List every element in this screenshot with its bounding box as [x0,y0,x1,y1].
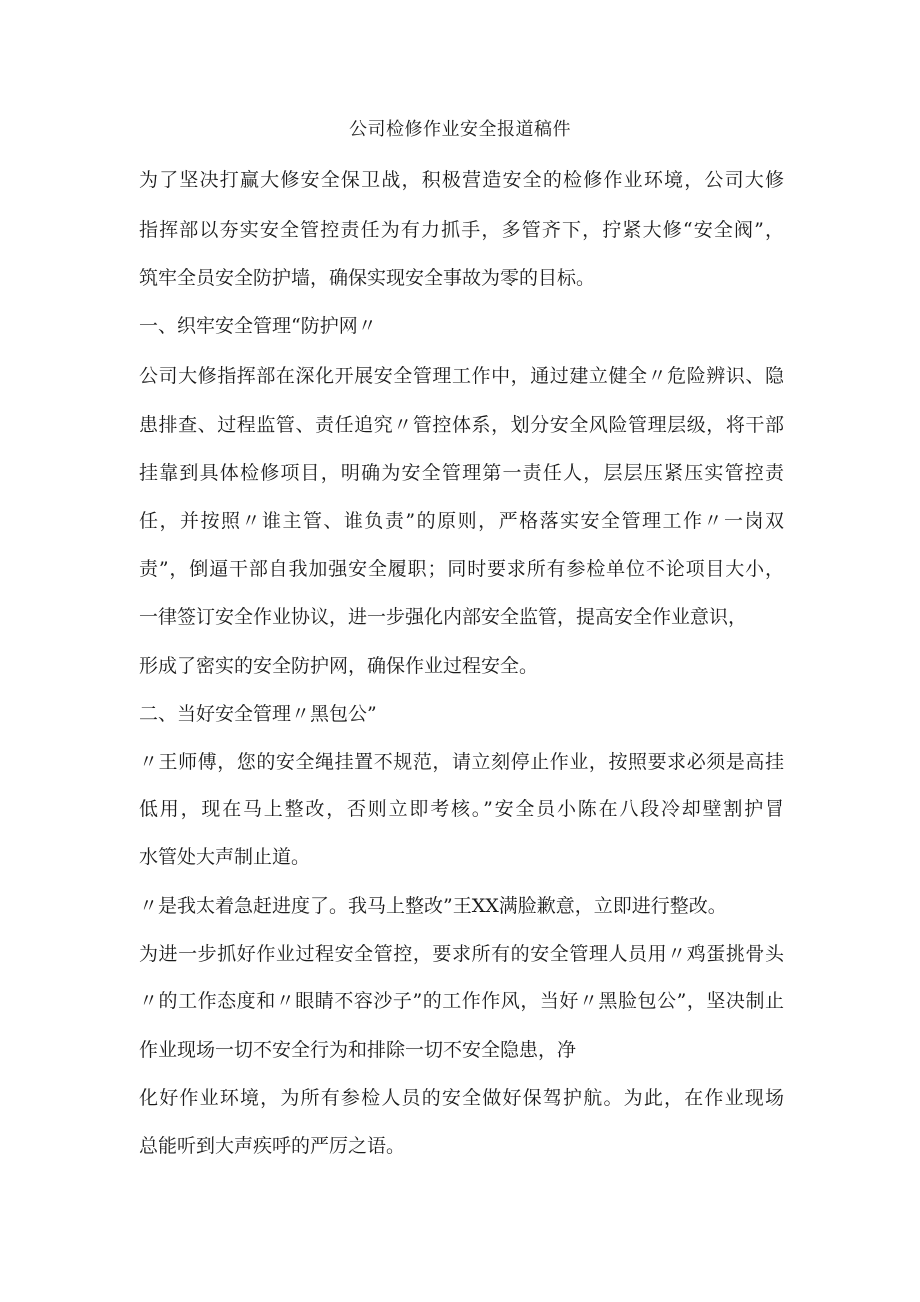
paragraph-line: 患排查、过程监管、责任追究〃管控体系，划分安全风险管理层级，将干部 [139,414,784,436]
paragraph-line: 形成了密实的安全防护网，确保作业过程安全。 [139,655,539,677]
paragraph-line: 任，并按照〃谁主管、谁负责”的原则，严格落实安全管理工作〃一岗双 [139,510,784,532]
paragraph-line: 〃王师傅，您的安全绳挂置不规范，请立刻停止作业，按照要求必须是高挂 [139,751,784,773]
paragraph-line: 水管处大声制止道。 [139,846,311,868]
section-heading: 二、当好安全管理〃黑包公” [139,703,377,725]
document-title: 公司检修作业安全报道稿件 [349,119,571,140]
paragraph-line: 一律签订安全作业协议，进一步强化内部安全监管，提高安全作业意识， [139,606,748,628]
paragraph-line: 指挥部以夯实安全管控责任为有力抓手，多管齐下，拧紧大修“安全阀”， [139,219,784,241]
paragraph-line: 筑牢全员安全防护墙，确保实现安全事故为零的目标。 [139,267,596,289]
paragraph-line: 为进一步抓好作业过程安全管控，要求所有的安全管理人员用〃鸡蛋挑骨头 [139,943,784,965]
paragraph-line: 作业现场一切不安全行为和排除一切不安全隐患，净 [139,1039,577,1061]
paragraph-line: 〃是我太着急赶进度了。我马上整改”王XX满脸歉意，立即进行整改。 [139,895,727,917]
paragraph-line: 〃的工作态度和〃眼睛不容沙子”的工作作风，当好〃黑脸包公”，坚决制止 [139,990,784,1012]
section-heading: 一、织牢安全管理“防护网〃 [139,315,377,337]
paragraph-line: 总能听到大声疾呼的严厉之语。 [139,1135,406,1157]
paragraph-line: 公司大修指挥部在深化开展安全管理工作中，通过建立健全〃危险辨识、隐 [139,365,784,387]
paragraph-line: 化好作业环境，为所有参检人员的安全做好保驾护航。为此，在作业现场 [139,1087,784,1109]
paragraph-line: 挂靠到具体检修项目，明确为安全管理第一责任人，层层压紧压实管控责 [139,462,784,484]
paragraph-line: 低用，现在马上整改，否则立即考核。”安全员小陈在八段冷却壁割护冒 [139,798,784,820]
paragraph-line: 责”，倒逼干部自我加强安全履职；同时要求所有参检单位不论项目大小， [139,558,784,580]
paragraph-line: 为了坚决打赢大修安全保卫战，积极营造安全的检修作业环境，公司大修 [139,169,784,191]
